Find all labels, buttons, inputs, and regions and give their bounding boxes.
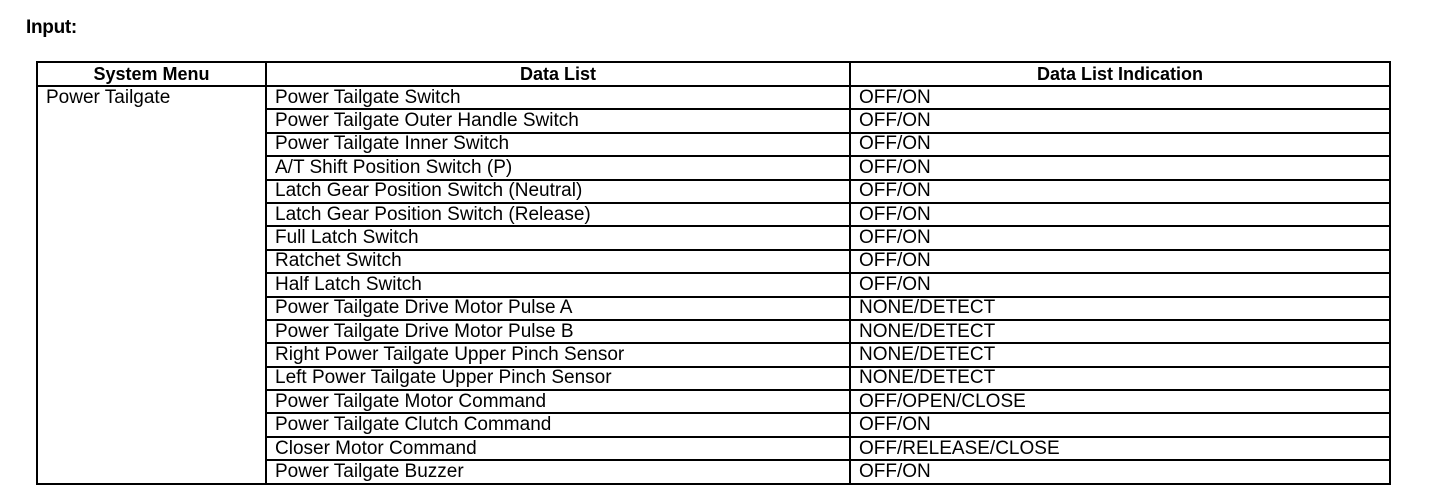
data-list-item-cell: Power Tailgate Buzzer (266, 460, 850, 482)
data-list-item-cell: Power Tailgate Outer Handle Switch (266, 109, 850, 132)
table-row (38, 86, 1389, 109)
data-list-item-cell: Power Tailgate Motor Command (266, 390, 850, 413)
data-list-indication-cell: NONE/DETECT (850, 320, 1389, 343)
data-list-indication-cell: NONE/DETECT (850, 367, 1389, 390)
data-list-indication-cell: OFF/RELEASE/CLOSE (850, 437, 1389, 460)
data-list-indication-cell: OFF/ON (850, 156, 1389, 179)
data-list-item-cell: Power Tailgate Drive Motor Pulse B (266, 320, 850, 343)
data-list-indication-cell: OFF/ON (850, 460, 1389, 482)
data-list-indication-cell: NONE/DETECT (850, 297, 1389, 320)
data-list-item-cell: Full Latch Switch (266, 226, 850, 249)
data-list-table-container (36, 61, 1391, 485)
table-body (38, 86, 1389, 483)
data-list-table (38, 63, 1389, 483)
data-list-item-cell: Power Tailgate Inner Switch (266, 133, 850, 156)
data-list-indication-cell: OFF/ON (850, 86, 1389, 109)
page-heading: Input: (26, 17, 77, 38)
system-menu-cell: Power Tailgate (38, 86, 266, 483)
data-list-item-cell: Left Power Tailgate Upper Pinch Sensor (266, 367, 850, 390)
data-list-item-cell: Power Tailgate Switch (266, 86, 850, 109)
data-list-indication-cell: OFF/ON (850, 413, 1389, 436)
header-data-list-indication: Data List Indication (850, 63, 1389, 86)
data-list-item-cell: Latch Gear Position Switch (Neutral) (266, 180, 850, 203)
data-list-indication-cell: OFF/ON (850, 133, 1389, 156)
data-list-item-cell: A/T Shift Position Switch (P) (266, 156, 850, 179)
data-list-indication-cell: OFF/ON (850, 226, 1389, 249)
data-list-indication-cell: OFF/ON (850, 203, 1389, 226)
data-list-item-cell: Latch Gear Position Switch (Release) (266, 203, 850, 226)
header-data-list: Data List (266, 63, 850, 86)
data-list-item-cell: Ratchet Switch (266, 250, 850, 273)
data-list-indication-cell: OFF/ON (850, 273, 1389, 296)
data-list-item-cell: Right Power Tailgate Upper Pinch Sensor (266, 343, 850, 366)
data-list-item-cell: Closer Motor Command (266, 437, 850, 460)
data-list-indication-cell: OFF/ON (850, 180, 1389, 203)
data-list-item-cell: Power Tailgate Drive Motor Pulse A (266, 297, 850, 320)
data-list-item-cell: Half Latch Switch (266, 273, 850, 296)
header-system-menu: System Menu (38, 63, 266, 86)
data-list-indication-cell: OFF/ON (850, 109, 1389, 132)
table-header-row (38, 63, 1389, 86)
data-list-indication-cell: OFF/OPEN/CLOSE (850, 390, 1389, 413)
data-list-item-cell: Power Tailgate Clutch Command (266, 413, 850, 436)
data-list-indication-cell: OFF/ON (850, 250, 1389, 273)
data-list-indication-cell: NONE/DETECT (850, 343, 1389, 366)
